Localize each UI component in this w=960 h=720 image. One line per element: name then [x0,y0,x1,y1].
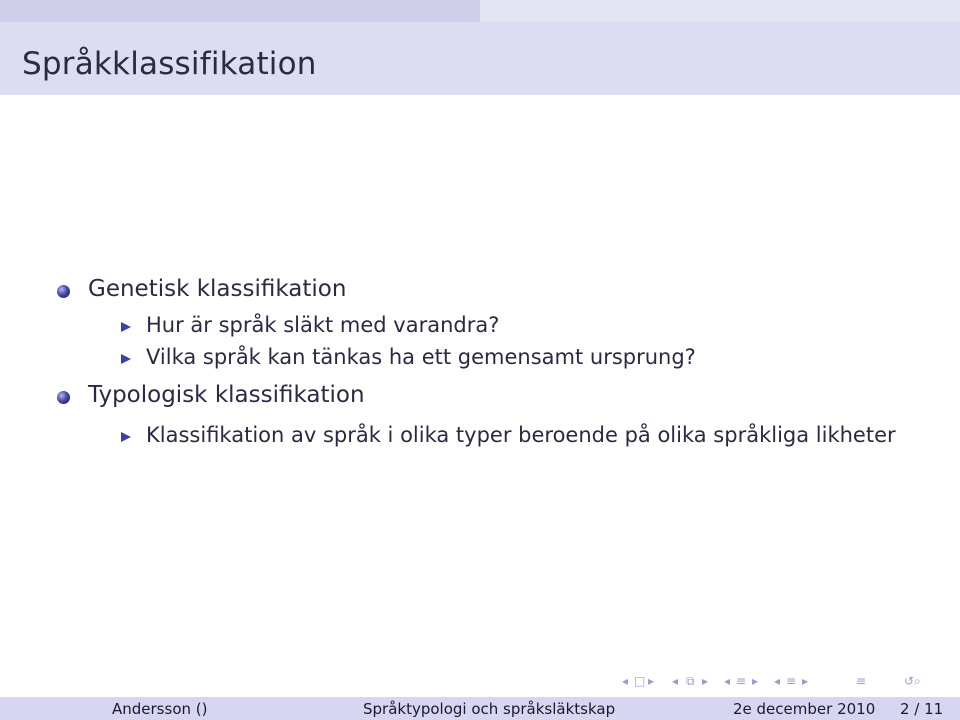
navigation-bar [620,674,960,692]
sub-list-item: Hur är språk släkt med varandra? [146,313,500,337]
nav-left-arrow-icon[interactable]: ◂ [672,674,679,688]
align-icon[interactable]: ≡ [856,674,867,688]
nav-right-arrow-icon[interactable]: ▸ [802,674,809,688]
nav-left-arrow-icon[interactable]: ◂ [774,674,781,688]
footer-talk-title: Språktypologi och språksläktskap [363,700,616,718]
nav-right-arrow-icon[interactable]: ▸ [752,674,759,688]
frame-icon[interactable]: ⧉ [686,674,695,688]
list-item: Typologisk klassifikation [88,382,365,408]
sub-list-item: Klassifikation av språk i olika typer beroende på olika språkliga likheter [146,423,896,447]
search-icon[interactable]: ↺⌕ [904,674,921,688]
footer-author-box [0,697,321,720]
footer-date-box [641,697,960,720]
bullet-triangle-icon [121,432,131,442]
sub-list-item: Vilka språk kan tänkas ha ett gemensamt ursprung? [146,345,696,369]
bullet-ball-icon [57,285,70,298]
bullet-ball-icon [57,391,70,404]
nav-left-arrow-icon[interactable]: ◂ [622,674,629,688]
nav-right-arrow-icon[interactable]: ▸ [648,674,655,688]
nav-left-arrow-icon[interactable]: ◂ [724,674,731,688]
slide-title: Språkklassifikation [22,46,317,82]
footer-author: Andersson () [112,700,208,718]
footer-date: 2e december 2010 [733,700,876,718]
footer-title-box [321,697,641,720]
bullet-triangle-icon [121,322,131,332]
subsection-icon[interactable]: ≡ [786,674,797,688]
bullet-triangle-icon [121,354,131,364]
section-icon[interactable]: ≡ [736,674,747,688]
nav-right-arrow-icon[interactable]: ▸ [702,674,709,688]
footer [0,697,960,720]
slide-icon[interactable]: □ [634,674,646,688]
footer-page-number: 2 / 11 [900,700,944,718]
list-item: Genetisk klassifikation [88,276,347,302]
